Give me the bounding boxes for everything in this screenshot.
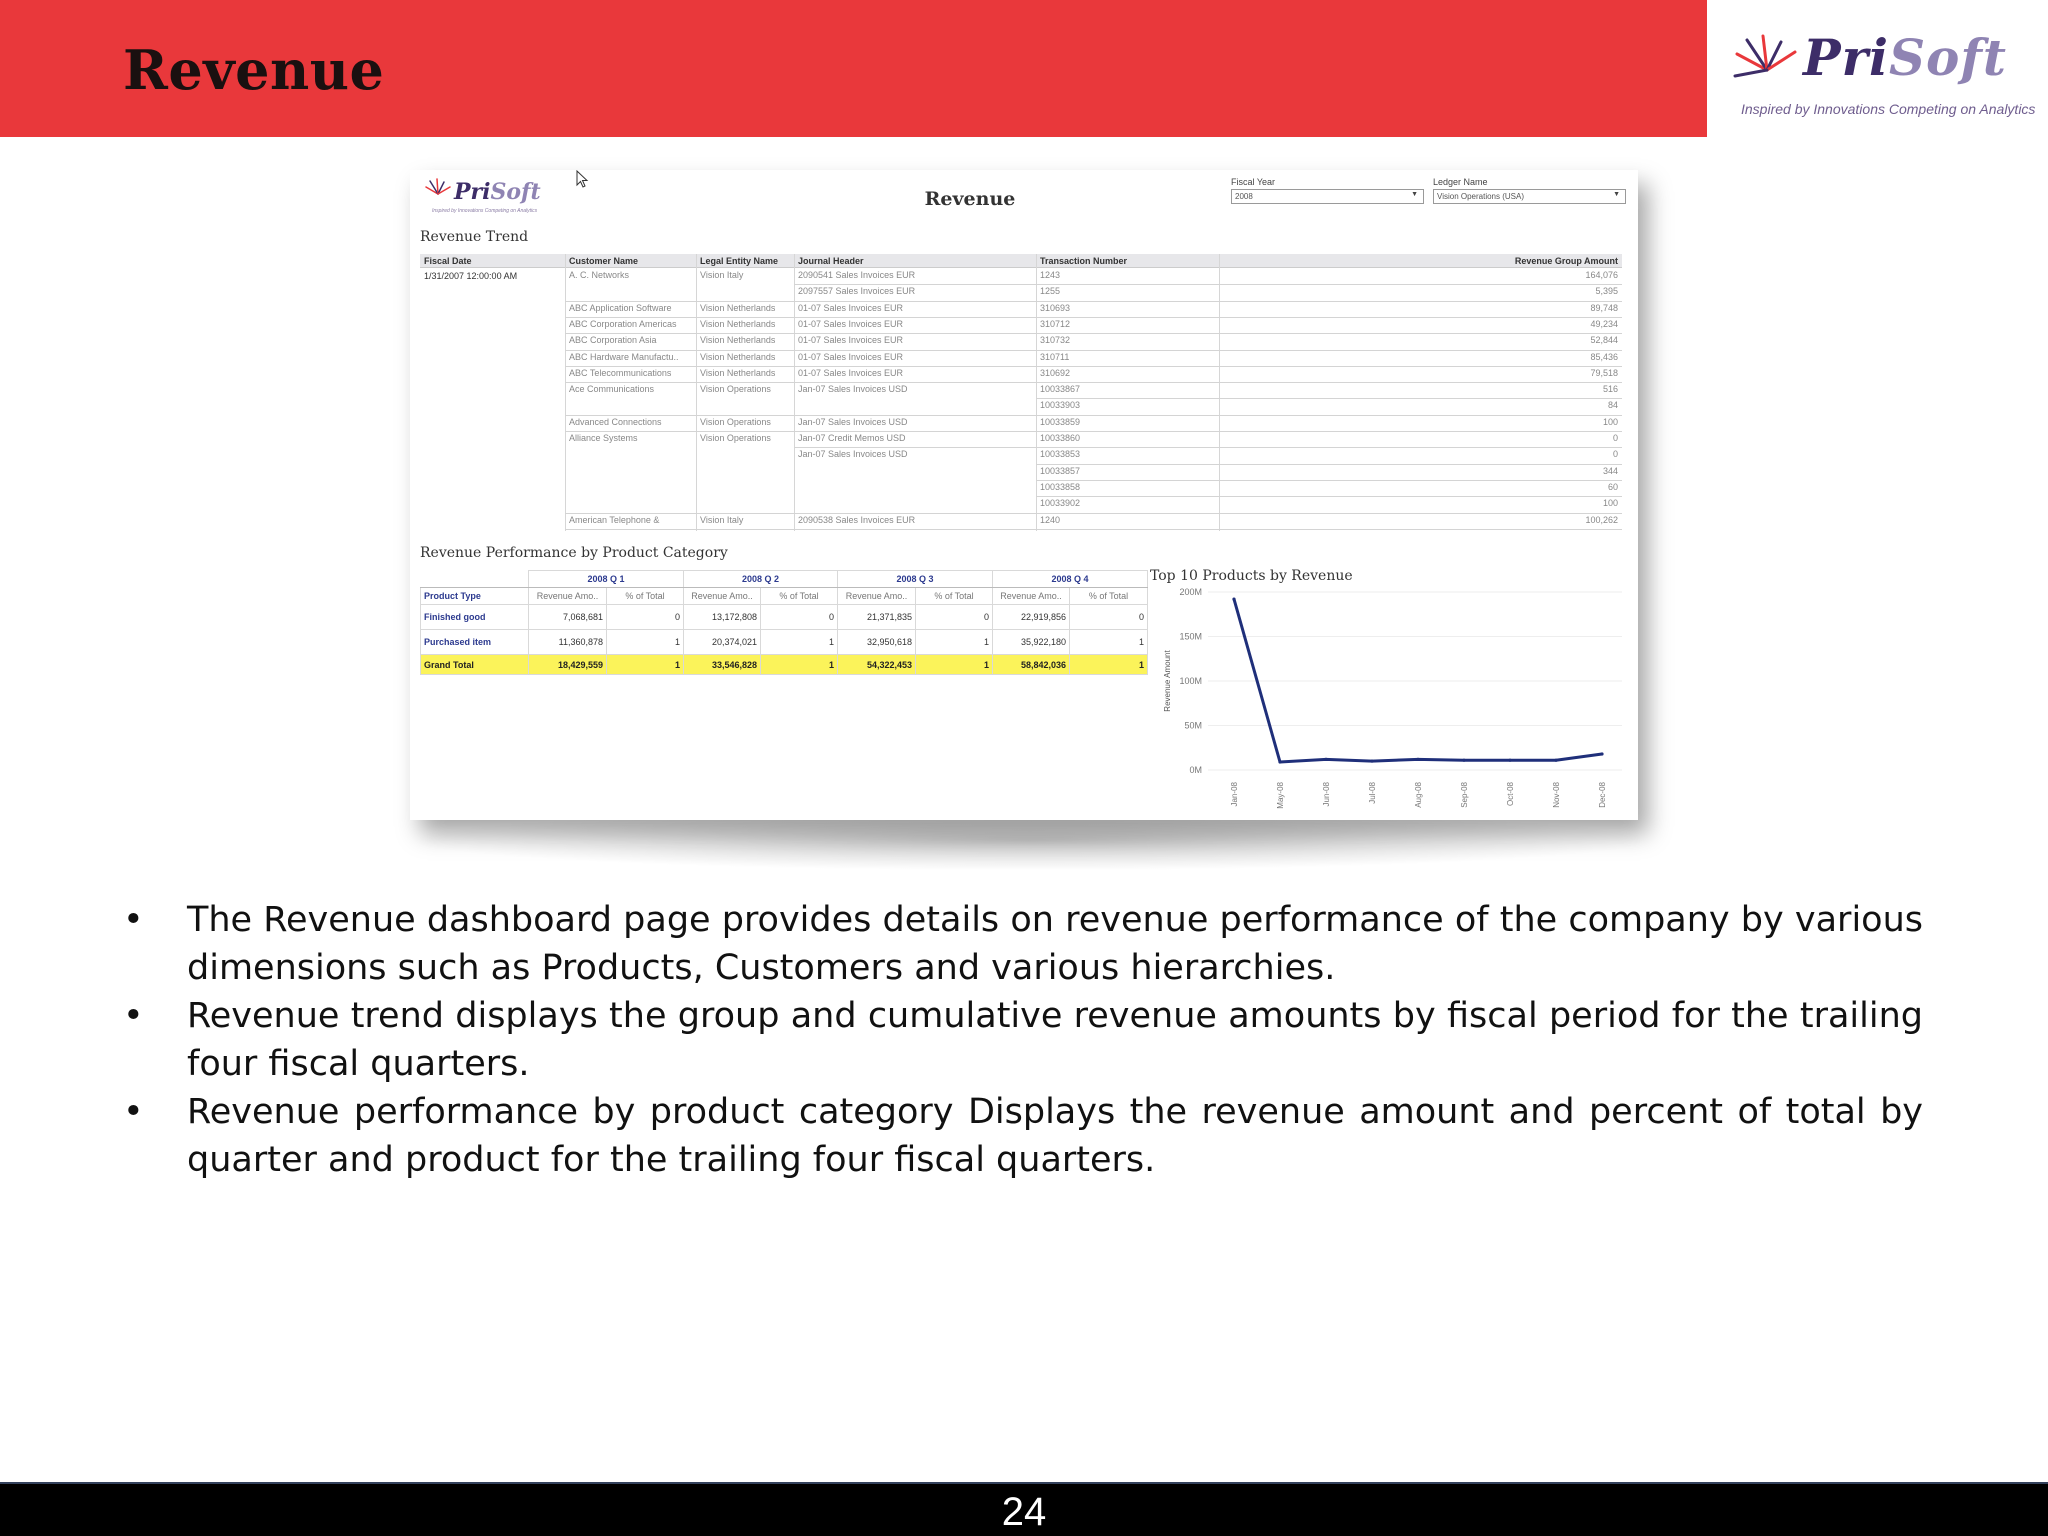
pct-of-total-cell: 0: [916, 605, 993, 630]
table-cell-customer: Ace Communications: [569, 384, 655, 395]
header-fiscal-date[interactable]: Fiscal Date: [424, 256, 472, 266]
table-cell-entity: Vision Italy: [700, 270, 744, 280]
product-type-header: Product Type: [421, 588, 529, 605]
x-tick-label: May-08: [1276, 782, 1285, 809]
fiscal-year-select[interactable]: 2008 ▼: [1231, 189, 1424, 204]
table-cell-txn: 1243: [1040, 270, 1061, 280]
table-cell-customer: Advanced Connections: [569, 416, 662, 427]
table-cell-txn: 10033860: [1040, 433, 1081, 443]
revenue-amount-cell: 32,950,618: [838, 630, 916, 655]
product-type-cell[interactable]: Finished good: [421, 605, 529, 630]
pct-of-total-cell: 1: [761, 655, 838, 675]
dashboard-title: Revenue: [924, 188, 1016, 210]
revenue-amount-cell: 22,919,856: [993, 605, 1070, 630]
ledger-name-filter: [1433, 177, 1626, 204]
table-cell-customer: ABC Application Software: [569, 302, 672, 313]
fiscal-date-cell: 1/31/2007 12:00:00 AM: [424, 271, 518, 281]
revenue-amount-cell: 58,842,036: [993, 655, 1070, 675]
pct-of-total-cell: 1: [1070, 630, 1148, 655]
top-products-chart: [1150, 568, 1630, 818]
bullet-item: • Revenue performance by product category Displays the revenue amount and percent of total by quarter and product for the trailing four fiscal quarters.: [123, 1088, 1923, 1184]
data-point[interactable]: [1232, 598, 1235, 601]
table-cell-customer: ABC Telecommunications: [569, 367, 672, 378]
brand-name: PriSoft: [1803, 28, 2007, 87]
table-cell-entity: Vision Netherlands: [700, 367, 776, 378]
revenue-amount-header: Revenue Amo..: [993, 588, 1070, 605]
table-cell-entity: Vision Netherlands: [700, 351, 776, 362]
column-divider: [565, 254, 566, 531]
row-divider: [565, 513, 1622, 514]
data-point[interactable]: [1416, 758, 1419, 761]
table-cell-journal: 2090538 Sales Invoices EUR: [798, 514, 916, 525]
revenue-amount-cell: 13,172,808: [684, 605, 761, 630]
table-cell-amount: 516: [1602, 384, 1618, 395]
page-number: 24: [1001, 1490, 1047, 1534]
mouse-pointer-icon: [576, 170, 590, 190]
data-point[interactable]: [1508, 759, 1511, 762]
product-type-cell[interactable]: Purchased item: [421, 630, 529, 655]
table-cell-txn: 1240: [1040, 514, 1061, 525]
pct-of-total-header: % of Total: [1070, 588, 1148, 605]
ledger-name-select[interactable]: Vision Operations (USA) ▼: [1433, 189, 1626, 204]
table-cell-journal: Jan-07 Credit Memos USD: [798, 433, 906, 443]
chart-plot: [1150, 568, 1630, 818]
pct-of-total-cell: 0: [761, 605, 838, 630]
table-cell-amount: 100: [1602, 416, 1618, 427]
table-cell-entity: Vision Italy: [700, 514, 744, 525]
table-row: [421, 655, 1148, 675]
bullet-item: • Revenue trend displays the group and cumulative revenue amounts by fiscal period for the trailing four fiscal quarters.: [123, 992, 1923, 1088]
quarter-header: 2008 Q 4: [993, 571, 1148, 588]
row-divider: [565, 301, 1622, 302]
revenue-trend-table: [420, 254, 1622, 531]
fiscal-year-label: Fiscal Year: [1231, 177, 1276, 187]
table-cell-amount: 164,076: [1585, 270, 1618, 280]
table-cell-journal: 01-07 Sales Invoices EUR: [798, 367, 904, 378]
data-point[interactable]: [1600, 752, 1603, 755]
data-point[interactable]: [1462, 759, 1465, 762]
data-point[interactable]: [1554, 759, 1557, 762]
data-point[interactable]: [1370, 760, 1373, 763]
bullet-item: • The Revenue dashboard page provides details on revenue performance of the company by various dimensions such as Products, Customers and various hierarchies.: [123, 896, 1923, 992]
bullet-list: [123, 896, 1923, 1184]
column-divider: [696, 254, 697, 531]
table-cell-amount: 85,436: [1590, 351, 1618, 362]
column-divider: [1219, 254, 1220, 531]
revenue-amount-cell: 20,374,021: [684, 630, 761, 655]
table-cell-journal: 01-07 Sales Invoices EUR: [798, 351, 904, 362]
table-cell-journal: 2097557 Sales Invoices EUR: [798, 286, 916, 297]
table-cell-journal: Jan-07 Sales Invoices USD: [798, 416, 908, 427]
fiscal-year-filter: [1231, 177, 1424, 204]
brand-tagline: Inspired by Innovations Competing on Analytics: [1741, 101, 2036, 117]
x-tick-label: Sep-08: [1460, 782, 1469, 808]
dashboard-logo-name: PriSoft: [454, 179, 541, 205]
table-cell-txn: 10033853: [1040, 449, 1081, 460]
table-cell-customer: American Telephone &: [569, 514, 660, 525]
table-cell-txn: 10033857: [1040, 465, 1081, 476]
table-cell-txn: 310693: [1040, 302, 1071, 313]
quarter-header: 2008 Q 2: [684, 571, 838, 588]
x-tick-label: Jun-08: [1322, 782, 1331, 807]
row-divider: [1036, 398, 1622, 399]
pct-of-total-cell: 1: [916, 630, 993, 655]
table-cell-amount: 49,234: [1590, 318, 1618, 329]
table-cell-customer: ABC Corporation Americas: [569, 318, 677, 329]
revenue-amount-cell: 33,546,828: [684, 655, 761, 675]
column-divider: [1036, 254, 1037, 531]
table-cell-amount: 79,518: [1590, 367, 1618, 378]
row-divider: [1036, 480, 1622, 481]
brand-logo: [1707, 0, 2048, 137]
dashboard-logo-icon: [424, 178, 452, 202]
table-cell-amount: 100: [1602, 498, 1618, 509]
table-cell-amount: 0: [1612, 433, 1618, 443]
table-cell-entity: Vision Netherlands: [700, 318, 776, 329]
table-cell-journal: 01-07 Sales Invoices EUR: [798, 318, 904, 329]
row-divider: [565, 333, 1622, 334]
data-point[interactable]: [1324, 758, 1327, 761]
y-axis-label: Revenue Amount: [1163, 650, 1172, 712]
revenue-performance-title: Revenue Performance by Product Category: [420, 545, 728, 561]
table-row: [421, 630, 1148, 655]
y-tick-label: 150M: [1179, 631, 1202, 642]
pct-of-total-header: % of Total: [761, 588, 838, 605]
revenue-trend-title: Revenue Trend: [420, 229, 529, 245]
table-cell-amount: 100,262: [1585, 514, 1618, 525]
pct-of-total-cell: 1: [916, 655, 993, 675]
table-cell-entity: Vision Operations: [700, 416, 771, 427]
row-divider: [794, 284, 1622, 285]
pct-of-total-cell: 1: [607, 630, 684, 655]
row-divider: [565, 366, 1622, 367]
x-tick-label: Aug-08: [1414, 782, 1423, 808]
table-cell-txn: 10033903: [1040, 400, 1081, 411]
row-divider: [565, 431, 1622, 432]
table-cell-journal: 2090541 Sales Invoices EUR: [798, 270, 916, 280]
table-cell-journal: 01-07 Sales Invoices EUR: [798, 335, 904, 346]
row-divider: [565, 382, 1622, 383]
revenue-amount-cell: 18,429,559: [529, 655, 607, 675]
table-cell-journal: 01-07 Sales Invoices EUR: [798, 302, 904, 313]
row-divider: [565, 529, 1622, 530]
row-divider: [1036, 464, 1622, 465]
y-tick-label: 200M: [1179, 587, 1202, 597]
pct-of-total-cell: 1: [761, 630, 838, 655]
table-cell-amount: 89,748: [1590, 302, 1618, 313]
revenue-amount-header: Revenue Amo..: [684, 588, 761, 605]
slide-title: Revenue: [123, 38, 385, 102]
table-cell-customer: ABC Hardware Manufactu..: [569, 351, 679, 362]
header-customer-name[interactable]: Customer Name: [569, 256, 639, 266]
dropdown-arrow-icon[interactable]: ▼: [1613, 191, 1620, 198]
table-cell-customer: Alliance Systems: [569, 433, 638, 443]
pct-of-total-cell: 1: [1070, 655, 1148, 675]
corner-cell: [421, 571, 529, 588]
table-cell-amount: 84: [1607, 400, 1618, 411]
x-tick-label: Jan-08: [1230, 782, 1239, 807]
table-cell-txn: 10033902: [1040, 498, 1081, 509]
revenue-amount-cell: 54,322,453: [838, 655, 916, 675]
row-divider: [794, 447, 1622, 448]
footer-bar: [0, 1482, 2048, 1536]
table-cell-customer: ABC Corporation Asia: [569, 335, 657, 346]
product-type-cell[interactable]: Grand Total: [421, 655, 529, 675]
revenue-amount-header: Revenue Amo..: [529, 588, 607, 605]
y-tick-label: 50M: [1184, 720, 1202, 731]
revenue-amount-cell: 35,922,180: [993, 630, 1070, 655]
table-cell-txn: 310692: [1040, 367, 1071, 378]
x-tick-label: Jul-08: [1368, 782, 1377, 804]
dashboard-screenshot: [410, 170, 1638, 820]
row-divider: [1036, 496, 1622, 497]
table-cell-amount: 5,395: [1595, 286, 1618, 297]
y-tick-label: 0M: [1189, 765, 1202, 775]
quarter-header: 2008 Q 3: [838, 571, 993, 588]
table-cell-amount: 52,844: [1590, 335, 1618, 346]
y-tick-label: 100M: [1179, 676, 1202, 686]
table-cell-txn: 310712: [1040, 318, 1071, 329]
revenue-amount-header: Revenue Amo..: [838, 588, 916, 605]
ledger-name-label: Ledger Name: [1433, 177, 1488, 187]
pct-of-total-cell: 1: [607, 655, 684, 675]
data-point[interactable]: [1278, 760, 1281, 763]
x-tick-label: Oct-08: [1506, 782, 1515, 807]
table-cell-entity: Vision Operations: [700, 384, 771, 395]
table-cell-txn: 310732: [1040, 335, 1071, 346]
table-cell-entity: Vision Operations: [700, 433, 771, 443]
chart-title: Top 10 Products by Revenue: [1150, 568, 1353, 584]
dashboard-logo-tagline: Inspired by Innovations Competing on Analytics: [432, 208, 538, 214]
row-divider: [565, 415, 1622, 416]
table-cell-txn: 10033867: [1040, 384, 1081, 395]
pct-of-total-cell: 0: [1070, 605, 1148, 630]
table-cell-amount: 0: [1612, 449, 1618, 460]
x-tick-label: Nov-08: [1552, 782, 1561, 808]
table-cell-txn: 10033858: [1040, 481, 1081, 492]
table-cell-amount: 60: [1607, 481, 1618, 492]
header-transaction-number[interactable]: Transaction Number: [1040, 256, 1128, 266]
burst-logo-icon: [1733, 32, 1803, 92]
column-divider: [794, 254, 795, 531]
table-cell-journal: Jan-07 Sales Invoices USD: [798, 449, 908, 460]
header-legal-entity-name[interactable]: Legal Entity Name: [700, 256, 779, 266]
table-cell-txn: 1255: [1040, 286, 1061, 297]
revenue-performance-table: [420, 570, 1147, 675]
revenue-amount-cell: 21,371,835: [838, 605, 916, 630]
header-revenue-group-amount[interactable]: Revenue Group Amount: [1514, 256, 1618, 266]
table-cell-amount: 344: [1602, 465, 1618, 476]
table-cell-journal: Jan-07 Sales Invoices USD: [798, 384, 908, 395]
pct-of-total-header: % of Total: [607, 588, 684, 605]
table-cell-entity: Vision Netherlands: [700, 302, 776, 313]
table-cell-txn: 10033859: [1040, 416, 1081, 427]
row-divider: [565, 350, 1622, 351]
header-journal-header[interactable]: Journal Header: [798, 256, 864, 266]
dropdown-arrow-icon[interactable]: ▼: [1411, 191, 1418, 198]
pct-of-total-header: % of Total: [916, 588, 993, 605]
pct-of-total-cell: 0: [607, 605, 684, 630]
revenue-amount-cell: 11,360,878: [529, 630, 607, 655]
table-row: [421, 605, 1148, 630]
quarter-header: 2008 Q 1: [529, 571, 684, 588]
row-divider: [565, 317, 1622, 318]
table-cell-customer: A. C. Networks: [569, 270, 630, 280]
revenue-amount-cell: 7,068,681: [529, 605, 607, 630]
table-cell-txn: 310711: [1040, 351, 1070, 362]
x-tick-label: Dec-08: [1598, 782, 1607, 808]
table-cell-entity: Vision Netherlands: [700, 335, 776, 346]
